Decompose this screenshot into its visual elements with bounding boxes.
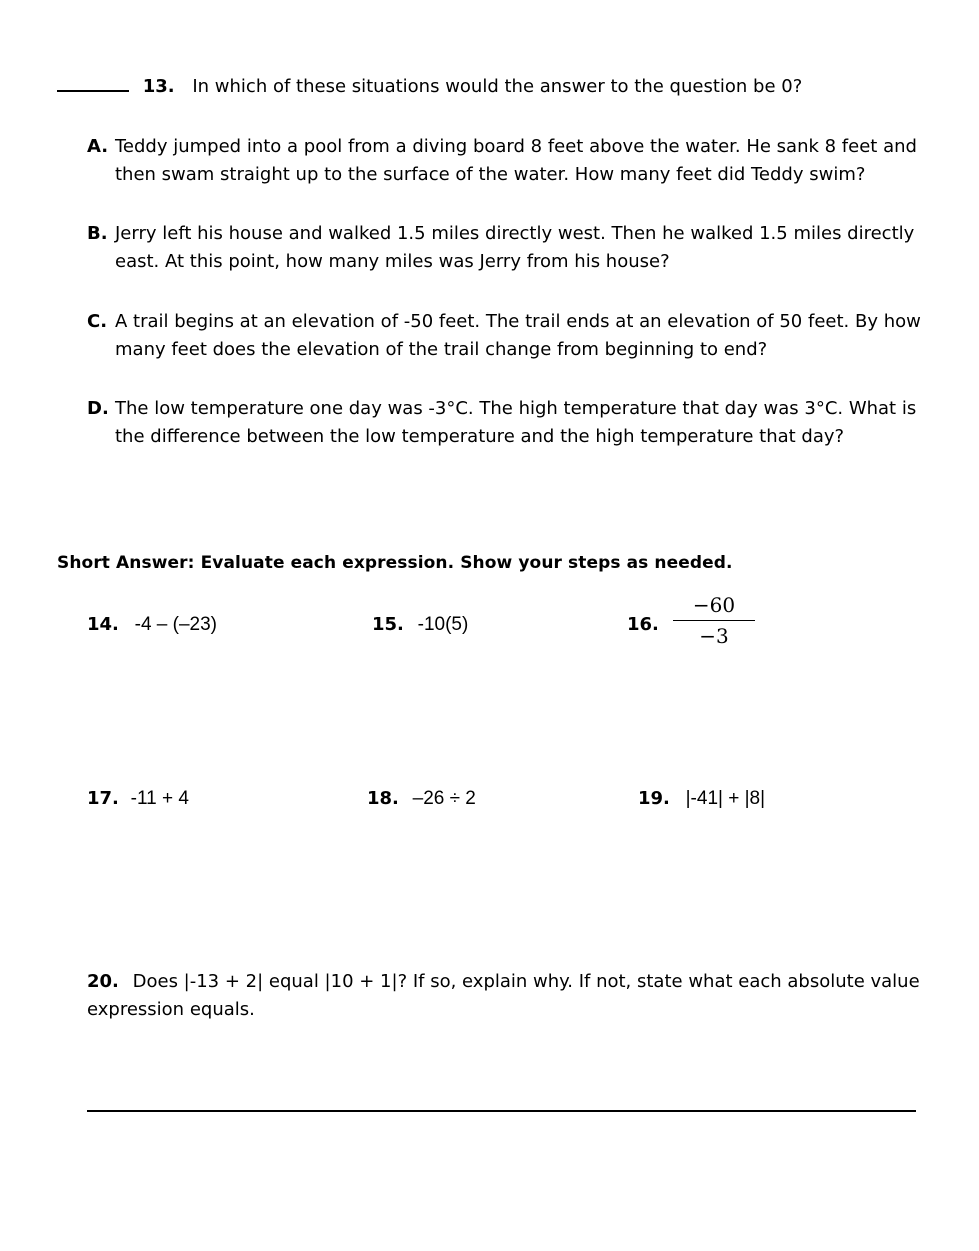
choice-c-text: A trail begins at an elevation of -50 feet. The trail ends at an elevation of 50 feet. By how many feet does the elevation of the trail change from beginning to end? <box>115 311 921 360</box>
problem-17-expression: -11 + 4 <box>130 788 189 809</box>
problem-16-fraction <box>673 592 755 649</box>
question-13-prompt: In which of these situations would the answer to the question be 0? <box>192 76 803 97</box>
choice-d-text: The low temperature one day was -3°C. The high temperature that day was 3°C. What is the difference between the low temperature and the high temperature that day? <box>115 398 917 447</box>
choice-a[interactable] <box>87 133 947 188</box>
problem-18-number: 18. <box>367 788 399 809</box>
choice-a-text: Teddy jumped into a pool from a diving board 8 feet above the water. He sank 8 feet and then swam straight up to the surface of the water. How many feet did Teddy swim? <box>115 136 917 185</box>
problem-19 <box>638 785 765 812</box>
question-20-number: 20. <box>87 971 119 992</box>
choice-b[interactable] <box>87 220 947 275</box>
choice-a-letter: A. <box>87 136 109 157</box>
choice-d[interactable] <box>87 395 947 450</box>
choice-c[interactable] <box>87 308 947 363</box>
problem-14-expression: -4 – (–23) <box>134 614 217 635</box>
fraction-denominator: −3 <box>699 624 729 648</box>
problem-15-expression: -10(5) <box>417 614 469 635</box>
fraction-numerator: −60 <box>692 593 736 617</box>
problem-16-number: 16. <box>627 614 659 635</box>
problem-16 <box>627 611 659 638</box>
answer-blank[interactable] <box>57 74 129 92</box>
choice-d-letter: D. <box>87 398 109 419</box>
problem-14 <box>87 611 217 638</box>
problem-15 <box>372 611 468 638</box>
short-answer-heading: Short Answer: Evaluate each expression. Show your steps as needed. <box>57 553 733 573</box>
choice-b-letter: B. <box>87 223 108 244</box>
answer-line[interactable] <box>87 1110 916 1112</box>
problem-18-expression: –26 ÷ 2 <box>412 788 476 809</box>
problem-15-number: 15. <box>372 614 404 635</box>
problem-19-number: 19. <box>638 788 670 809</box>
problem-17 <box>87 785 189 812</box>
problem-14-number: 14. <box>87 614 119 635</box>
problem-17-number: 17. <box>87 788 119 809</box>
question-20 <box>87 968 947 1023</box>
choice-b-text: Jerry left his house and walked 1.5 miles directly west. Then he walked 1.5 miles directly east. At this point, how many miles was Jerry from his house? <box>115 223 915 272</box>
problem-19-expression: |-41| + |8| <box>685 788 766 809</box>
fraction-bar <box>673 620 755 621</box>
choice-c-letter: C. <box>87 311 108 332</box>
question-20-text: Does |-13 + 2| equal |10 + 1|? If so, explain why. If not, state what each absolute value expression equals. <box>87 971 920 1020</box>
question-13-number: 13. <box>142 76 175 97</box>
question-13 <box>57 73 802 100</box>
problem-18 <box>367 785 476 812</box>
